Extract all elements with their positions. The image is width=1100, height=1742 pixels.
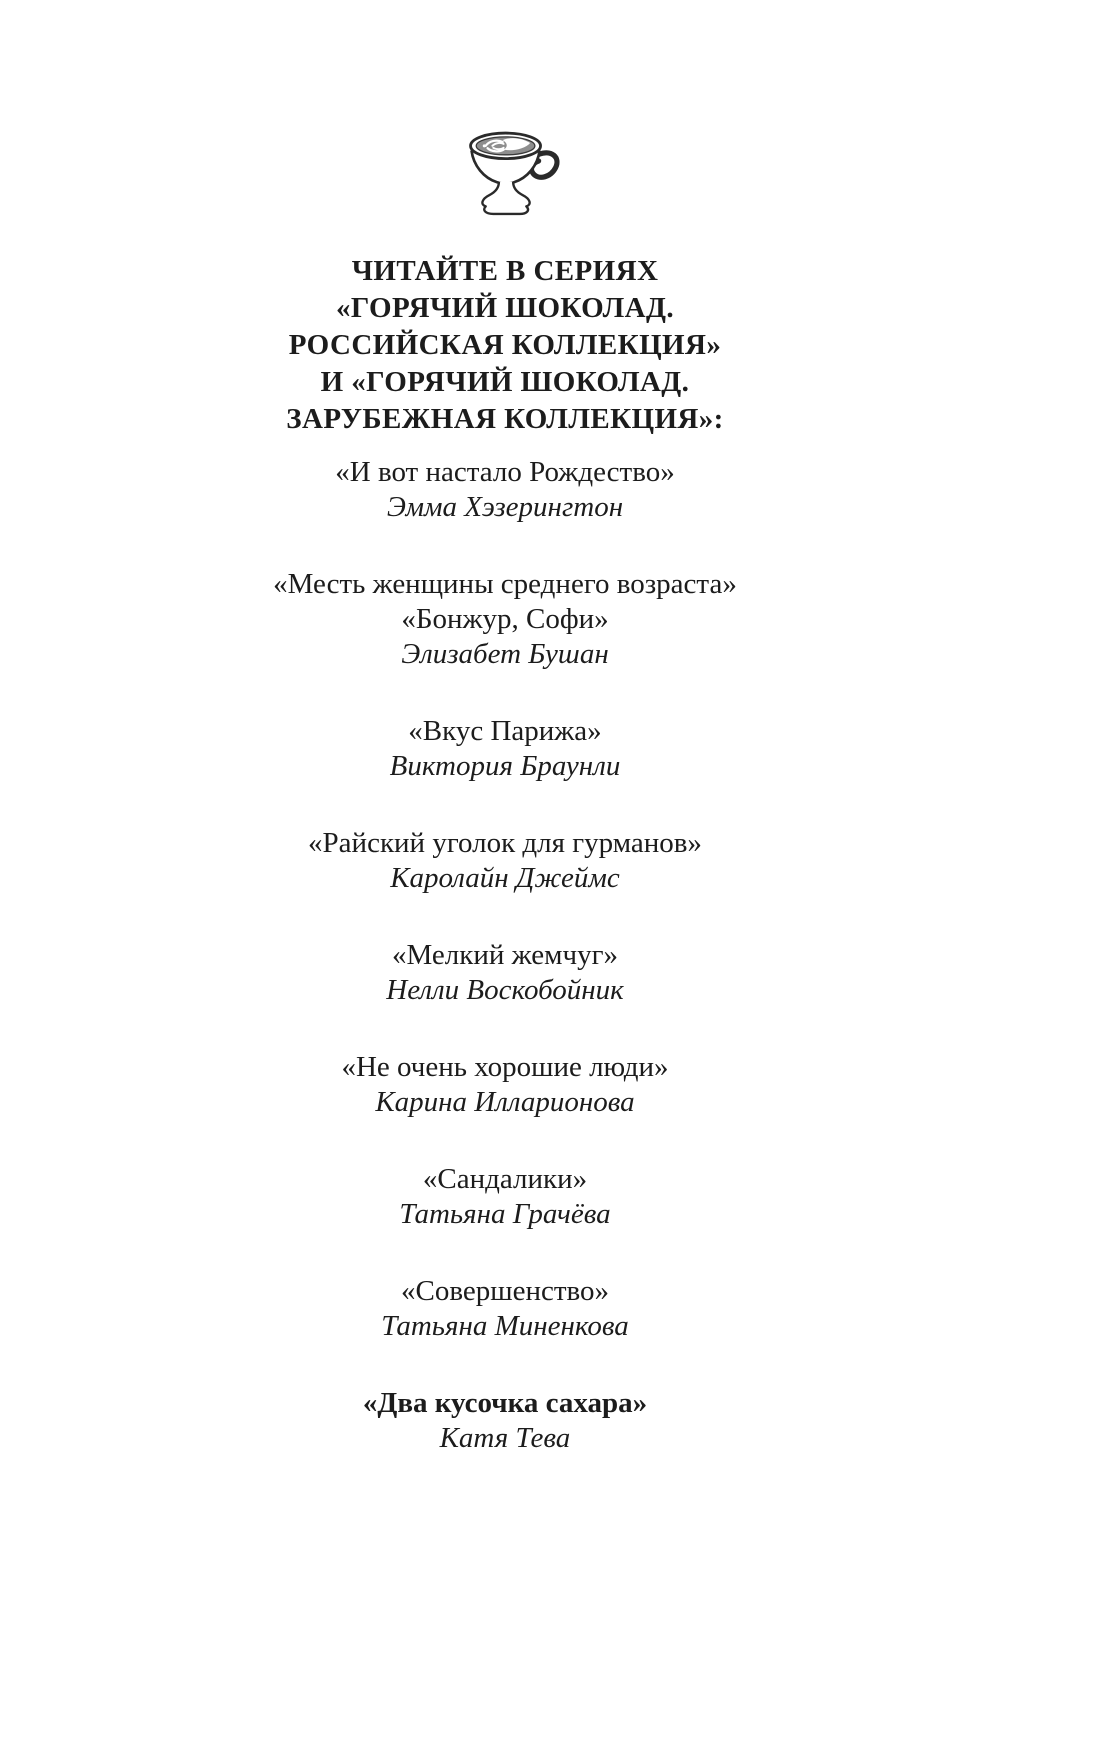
book-entry bbox=[0, 938, 1010, 1008]
book-entry bbox=[0, 455, 1010, 525]
book-entry bbox=[0, 1050, 1010, 1120]
coffee-cup-icon bbox=[0, 126, 1010, 230]
book-title: «Два кусочка сахара» bbox=[362, 1387, 648, 1419]
header-line: РОССИЙСКАЯ КОЛЛЕКЦИЯ» bbox=[288, 329, 722, 361]
series-header bbox=[0, 253, 1010, 438]
cup-foot bbox=[482, 182, 529, 214]
book-title: «Вкус Парижа» bbox=[408, 715, 602, 747]
book-title: «Сандалики» bbox=[422, 1163, 588, 1195]
book-title: «Не очень хорошие люди» bbox=[341, 1051, 669, 1083]
header-line: ЗАРУБЕЖНАЯ КОЛЛЕКЦИЯ»: bbox=[286, 403, 724, 435]
book-author: Катя Тева bbox=[439, 1422, 571, 1454]
book-author: Татьяна Грачёва bbox=[399, 1198, 611, 1230]
book-list bbox=[0, 455, 1010, 1456]
book-title: «Мелкий жемчуг» bbox=[392, 939, 618, 971]
book-author: Эмма Хэзерингтон bbox=[386, 491, 624, 523]
coffee-cup-icon-svg bbox=[453, 126, 577, 230]
book-page bbox=[0, 126, 1010, 1456]
header-line: И «ГОРЯЧИЙ ШОКОЛАД. bbox=[320, 366, 690, 398]
book-title: «И вот настало Рождество» bbox=[335, 456, 675, 488]
book-title: «Бонжур, Софи» bbox=[401, 603, 609, 635]
book-entry bbox=[0, 1386, 1010, 1456]
header-line: «ГОРЯЧИЙ ШОКОЛАД. bbox=[335, 292, 675, 324]
header-line: ЧИТАЙТЕ В СЕРИЯХ bbox=[351, 255, 659, 287]
book-author: Каролайн Джеймс bbox=[390, 862, 620, 894]
book-title: «Совершенство» bbox=[401, 1275, 609, 1307]
book-author: Элизабет Бушан bbox=[401, 638, 609, 670]
book-entry bbox=[0, 1274, 1010, 1344]
book-entry bbox=[0, 714, 1010, 784]
book-entry bbox=[0, 1162, 1010, 1232]
book-entry bbox=[0, 826, 1010, 896]
book-author: Нелли Воскобойник bbox=[386, 974, 624, 1006]
latte-art-dot bbox=[483, 144, 486, 147]
book-author: Виктория Браунли bbox=[389, 750, 621, 782]
book-author: Карина Илларионова bbox=[375, 1086, 635, 1118]
book-entry bbox=[0, 567, 1010, 672]
book-title: «Райский уголок для гурманов» bbox=[308, 827, 702, 859]
book-title: «Месть женщины среднего возраста» bbox=[273, 568, 737, 600]
book-author: Татьяна Миненкова bbox=[381, 1310, 629, 1342]
